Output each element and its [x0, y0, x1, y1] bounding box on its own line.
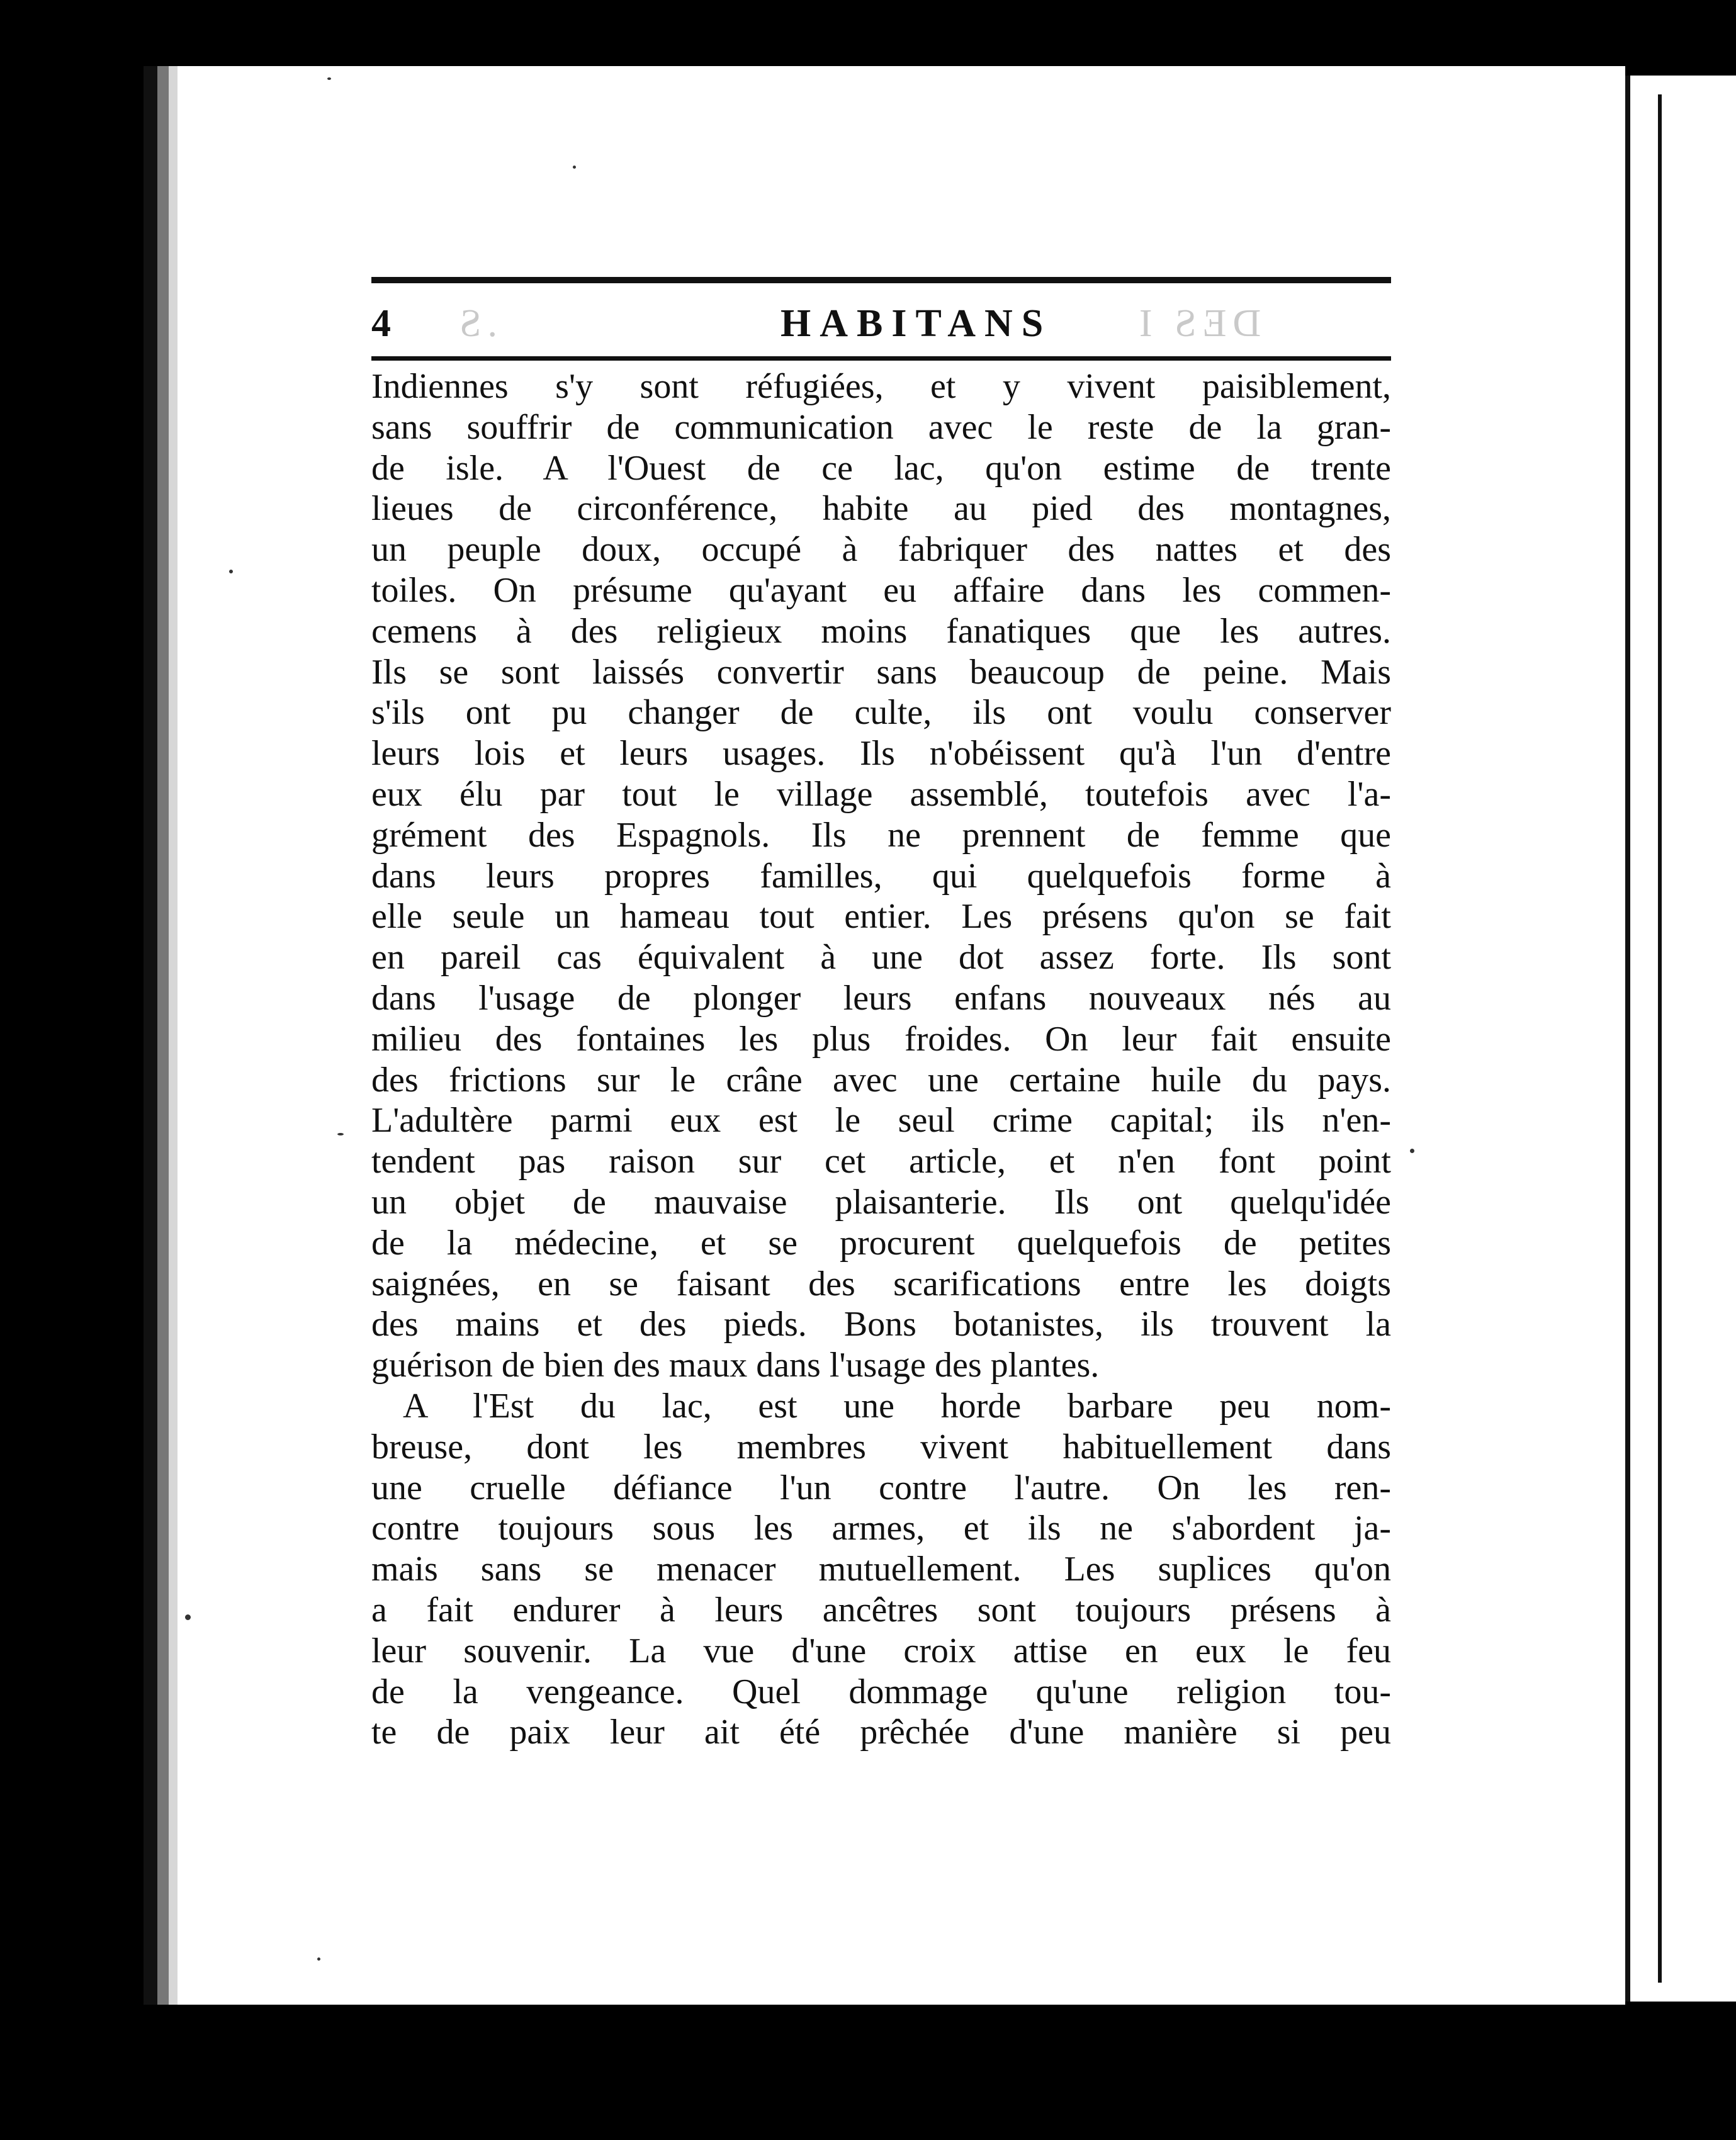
text-line: guérison de bien des maux dans l'usage des plantes. [371, 1346, 1100, 1385]
page-header [371, 292, 1391, 355]
text-line: sans souffrir de communication avec le reste de la gran- [371, 407, 1391, 447]
text-line: elle seule un hameau tout entier. Les présens qu'on se fait [371, 897, 1391, 937]
ink-speck [185, 1614, 191, 1620]
text-line: des frictions sur le crâne avec une certaine huile du pays. [371, 1060, 1391, 1100]
page-number: 4 [371, 302, 391, 345]
text-line: contre toujours sous les armes, et ils ne s'abordent ja- [371, 1509, 1391, 1548]
text-line: leur souvenir. La vue d'une croix attise en eux le feu [371, 1631, 1391, 1670]
header-rule [371, 356, 1391, 361]
ink-speck [317, 1957, 320, 1961]
text-line: saignées, en se faisant des scarifications entre les doigts [371, 1264, 1391, 1304]
text-line: dans leurs propres familles, qui quelquefois forme à [371, 856, 1391, 896]
text-line: Ils se sont laissés convertir sans beaucoup de peine. Mais [371, 652, 1391, 692]
text-line: une cruelle défiance l'un contre l'autre. On les ren- [371, 1468, 1391, 1507]
text-line: lieues de circonférence, habite au pied des montagnes, [371, 489, 1391, 529]
bleed-through-text-left: .S [453, 302, 497, 345]
text-line: te de paix leur ait été prêchée d'une manière si peu [371, 1713, 1391, 1752]
text-line: L'adultère parmi eux est le seul crime capital; ils n'en- [371, 1101, 1391, 1140]
ink-speck [337, 1133, 344, 1135]
text-line: toiles. On présume qu'ayant eu affaire dans les commen- [371, 570, 1391, 610]
ink-speck [573, 166, 576, 169]
text-line: mais sans se menacer mutuellement. Les suplices qu'on [371, 1550, 1391, 1589]
text-line: de la médecine, et se procurent quelquefois de petites [371, 1223, 1391, 1263]
text-line: breuse, dont les membres vivent habituellement dans [371, 1427, 1391, 1467]
text-line: Indiennes s'y sont réfugiées, et y vivent paisiblement, [371, 367, 1391, 406]
top-rule [371, 277, 1391, 283]
text-line-paragraph-start: A l'Est du lac, est une horde barbare peu nom- [403, 1386, 1391, 1426]
adjacent-page-edge [1625, 76, 1736, 2002]
text-line: s'ils ont pu changer de culte, ils ont voulu conserver [371, 693, 1391, 733]
running-head: HABITANS [781, 302, 1052, 345]
ink-speck [327, 77, 331, 80]
text-line: milieu des fontaines les plus froides. On leur fait ensuite [371, 1019, 1391, 1059]
text-line: eux élu par tout le village assemblé, toutefois avec l'a- [371, 774, 1391, 814]
text-line: de isle. A l'Ouest de ce lac, qu'on estime de trente [371, 448, 1391, 488]
text-line: des mains et des pieds. Bons botanistes, ils trouvent la [371, 1305, 1391, 1344]
bleed-through-text-right: DES I [1133, 302, 1261, 345]
ink-speck [1410, 1149, 1414, 1153]
text-line: tendent pas raison sur cet article, et n'en font point [371, 1142, 1391, 1181]
text-line: dans l'usage de plonger leurs enfans nouveaux nés au [371, 978, 1391, 1018]
text-line: leurs lois et leurs usages. Ils n'obéissent qu'à l'un d'entre [371, 734, 1391, 774]
text-line: un peuple doux, occupé à fabriquer des nattes et des [371, 530, 1391, 570]
text-line: en pareil cas équivalent à une dot assez forte. Ils sont [371, 938, 1391, 977]
body-text [371, 366, 1391, 1753]
adjacent-page-border [1658, 94, 1662, 1983]
text-line: de la vengeance. Quel dommage qu'une religion tou- [371, 1672, 1391, 1711]
ink-speck [229, 570, 233, 573]
text-line: un objet de mauvaise plaisanterie. Ils ont quelqu'idée [371, 1182, 1391, 1222]
text-line: cemens à des religieux moins fanatiques que les autres. [371, 611, 1391, 651]
text-line: grément des Espagnols. Ils ne prennent de femme que [371, 815, 1391, 855]
text-line: a fait endurer à leurs ancêtres sont toujours présens à [371, 1590, 1391, 1630]
